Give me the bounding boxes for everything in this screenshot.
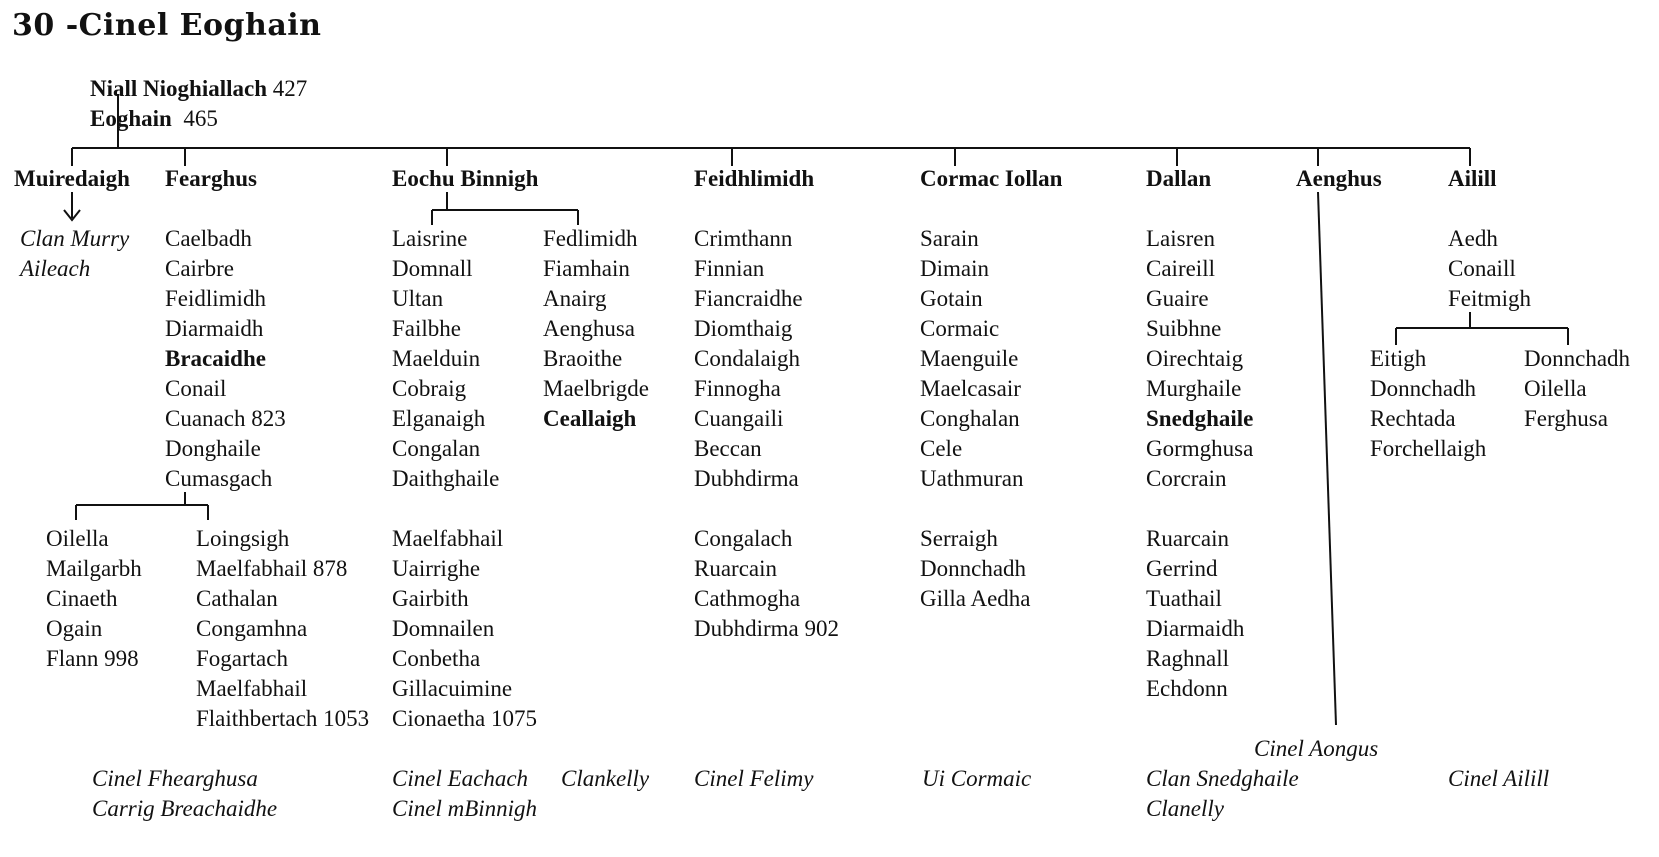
feidhlimidh-line-8: Dubhdirma <box>694 466 799 491</box>
eochu-left-4: Maelduin <box>392 346 481 371</box>
eochu-left-6: Elganaigh <box>392 406 486 431</box>
fearghus-line-1: Cairbre <box>165 256 234 281</box>
branch-cormac-iollan: Cormac Iollan <box>920 166 1063 191</box>
fearghus-right-4: Fogartach <box>196 646 288 671</box>
feidhlimidh-line-6: Cuangaili <box>694 406 784 431</box>
eochu-left-10: Maelfabhail <box>392 526 504 551</box>
fearghus-sept-0: Cinel Fhearghusa <box>92 766 258 791</box>
ailill-right-1: Oilella <box>1524 376 1587 401</box>
eochu-left-12: Gairbith <box>392 586 469 611</box>
dallan-line-15: Echdonn <box>1146 676 1228 701</box>
fearghus-line-2: Feidlimidh <box>165 286 266 311</box>
dallan-line-3: Suibhne <box>1146 316 1222 341</box>
eoghain-person <box>90 105 218 133</box>
feidhlimidh-line-11: Ruarcain <box>694 556 778 581</box>
fearghus-line-6: Cuanach 823 <box>165 406 286 431</box>
eochu-left-7: Congalan <box>392 436 481 461</box>
fearghus-left-4: Flann 998 <box>46 646 139 671</box>
branch-dallan: Dallan <box>1146 166 1212 191</box>
fearghus-right-6: Flaithbertach 1053 <box>196 706 370 731</box>
ailill-sept-0: Cinel Ailill <box>1448 766 1550 791</box>
feidhlimidh-line-3: Diomthaig <box>694 316 793 341</box>
cormac-line-10: Serraigh <box>920 526 998 551</box>
ailill-left-0: Eitigh <box>1370 346 1427 371</box>
cormac-line-0: Sarain <box>920 226 979 251</box>
branch-feidhlimidh: Feidhlimidh <box>694 166 815 191</box>
eochu-left-16: Cionaetha 1075 <box>392 706 537 731</box>
fearghus-line-4: Bracaidhe <box>165 346 266 371</box>
ailill-line-2: Feitmigh <box>1448 286 1532 311</box>
eoghain-name: Eoghain <box>90 106 172 131</box>
eochu-right-4: Braoithe <box>543 346 623 371</box>
root-year: 427 <box>272 76 308 101</box>
ailill-left-3: Forchellaigh <box>1370 436 1487 461</box>
feidhlimidh-line-12: Cathmogha <box>694 586 801 611</box>
page-title: 30 -Cinel Eoghain <box>12 8 322 43</box>
eochu-left-8: Daithghaile <box>392 466 500 491</box>
ailill-right-2: Ferghusa <box>1524 406 1608 431</box>
eochu-left-0: Laisrine <box>392 226 468 251</box>
eochu-right-6: Ceallaigh <box>543 406 637 431</box>
ailill-line-0: Aedh <box>1448 226 1498 251</box>
eochu-right-1: Fiamhain <box>543 256 630 281</box>
cormac-sept-0: Ui Cormaic <box>922 766 1032 791</box>
cormac-line-8: Uathmuran <box>920 466 1024 491</box>
connector-line-19 <box>1318 192 1336 725</box>
root-name: Niall Nioghiallach <box>90 76 267 101</box>
cormac-line-11: Donnchadh <box>920 556 1027 581</box>
fearghus-right-3: Congamhna <box>196 616 308 641</box>
feidhlimidh-line-7: Beccan <box>694 436 762 461</box>
ailill-line-1: Conaill <box>1448 256 1516 281</box>
cormac-line-6: Conghalan <box>920 406 1020 431</box>
dallan-line-13: Diarmaidh <box>1146 616 1245 641</box>
dallan-line-8: Corcrain <box>1146 466 1227 491</box>
fearghus-line-8: Cumasgach <box>165 466 273 491</box>
fearghus-right-2: Cathalan <box>196 586 278 611</box>
dallan-line-2: Guaire <box>1146 286 1209 311</box>
root-person <box>90 75 307 103</box>
fearghus-right-5: Maelfabhail <box>196 676 308 701</box>
ailill-right-0: Donnchadh <box>1524 346 1631 371</box>
cormac-line-4: Maenguile <box>920 346 1019 371</box>
eochu-left-13: Domnailen <box>392 616 495 641</box>
eochu-left-2: Ultan <box>392 286 444 311</box>
feidhlimidh-line-4: Condalaigh <box>694 346 801 371</box>
eochu-left-14: Conbetha <box>392 646 481 671</box>
fearghus-left-0: Oilella <box>46 526 109 551</box>
dallan-line-12: Tuathail <box>1146 586 1222 611</box>
eoghain-year: 465 <box>183 106 218 131</box>
eochu-right-0: Fedlimidh <box>543 226 638 251</box>
fearghus-right-0: Loingsigh <box>196 526 290 551</box>
dallan-line-0: Laisren <box>1146 226 1215 251</box>
fearghus-left-2: Cinaeth <box>46 586 118 611</box>
feidhlimidh-sept-0: Cinel Felimy <box>694 766 814 791</box>
fearghus-line-7: Donghaile <box>165 436 261 461</box>
cormac-line-1: Dimain <box>920 256 989 281</box>
cormac-line-12: Gilla Aedha <box>920 586 1031 611</box>
dallan-line-6: Snedghaile <box>1146 406 1254 431</box>
feidhlimidh-line-2: Fiancraidhe <box>694 286 803 311</box>
eochu-left-5: Cobraig <box>392 376 467 401</box>
muiredaigh-sept-0: Clan Murry <box>20 226 130 251</box>
ailill-left-1: Donnchadh <box>1370 376 1477 401</box>
eochu-sept-0: Cinel Eachach <box>392 766 529 791</box>
feidhlimidh-line-13: Dubhdirma 902 <box>694 616 840 641</box>
eochu-right-2: Anairg <box>543 286 607 311</box>
feidhlimidh-line-10: Congalach <box>694 526 793 551</box>
branch-ailill: Ailill <box>1448 166 1497 191</box>
dallan-line-5: Murghaile <box>1146 376 1242 401</box>
fearghus-line-0: Caelbadh <box>165 226 252 251</box>
eochu-sept-right: Clankelly <box>561 766 650 791</box>
eochu-left-1: Domnall <box>392 256 473 281</box>
eochu-right-3: Aenghusa <box>543 316 635 341</box>
cormac-line-3: Cormaic <box>920 316 1000 341</box>
eochu-left-3: Failbhe <box>392 316 461 341</box>
cormac-line-7: Cele <box>920 436 963 461</box>
dallan-line-11: Gerrind <box>1146 556 1218 581</box>
aenghus-sept-0: Cinel Aongus <box>1254 736 1379 761</box>
dallan-sept-0: Clan Snedghaile <box>1146 766 1299 791</box>
fearghus-sept-1: Carrig Breachaidhe <box>92 796 278 821</box>
muiredaigh-sept-1: Aileach <box>20 256 91 281</box>
fearghus-right-1: Maelfabhail 878 <box>196 556 348 581</box>
branch-fearghus: Fearghus <box>165 166 257 191</box>
dallan-line-7: Gormghusa <box>1146 436 1254 461</box>
feidhlimidh-line-5: Finnogha <box>694 376 781 401</box>
branch-muiredaigh: Muiredaigh <box>14 166 130 191</box>
dallan-sept-1: Clanelly <box>1146 796 1224 821</box>
dallan-line-1: Caireill <box>1146 256 1215 281</box>
dallan-line-10: Ruarcain <box>1146 526 1230 551</box>
branch-eochu-binnigh: Eochu Binnigh <box>392 166 539 191</box>
fearghus-line-3: Diarmaidh <box>165 316 264 341</box>
ailill-left-2: Rechtada <box>1370 406 1456 431</box>
fearghus-left-1: Mailgarbh <box>46 556 142 581</box>
eochu-sept-1: Cinel mBinnigh <box>392 796 538 821</box>
feidhlimidh-line-0: Crimthann <box>694 226 793 251</box>
dallan-line-14: Raghnall <box>1146 646 1230 671</box>
branch-aenghus: Aenghus <box>1296 166 1382 191</box>
dallan-line-4: Oirechtaig <box>1146 346 1244 371</box>
cormac-line-5: Maelcasair <box>920 376 1021 401</box>
cormac-line-2: Gotain <box>920 286 983 311</box>
fearghus-line-5: Conail <box>165 376 227 401</box>
eochu-right-5: Maelbrigde <box>543 376 650 401</box>
eochu-left-15: Gillacuimine <box>392 676 513 701</box>
feidhlimidh-line-1: Finnian <box>694 256 765 281</box>
eochu-left-11: Uairrighe <box>392 556 481 581</box>
fearghus-left-3: Ogain <box>46 616 103 641</box>
